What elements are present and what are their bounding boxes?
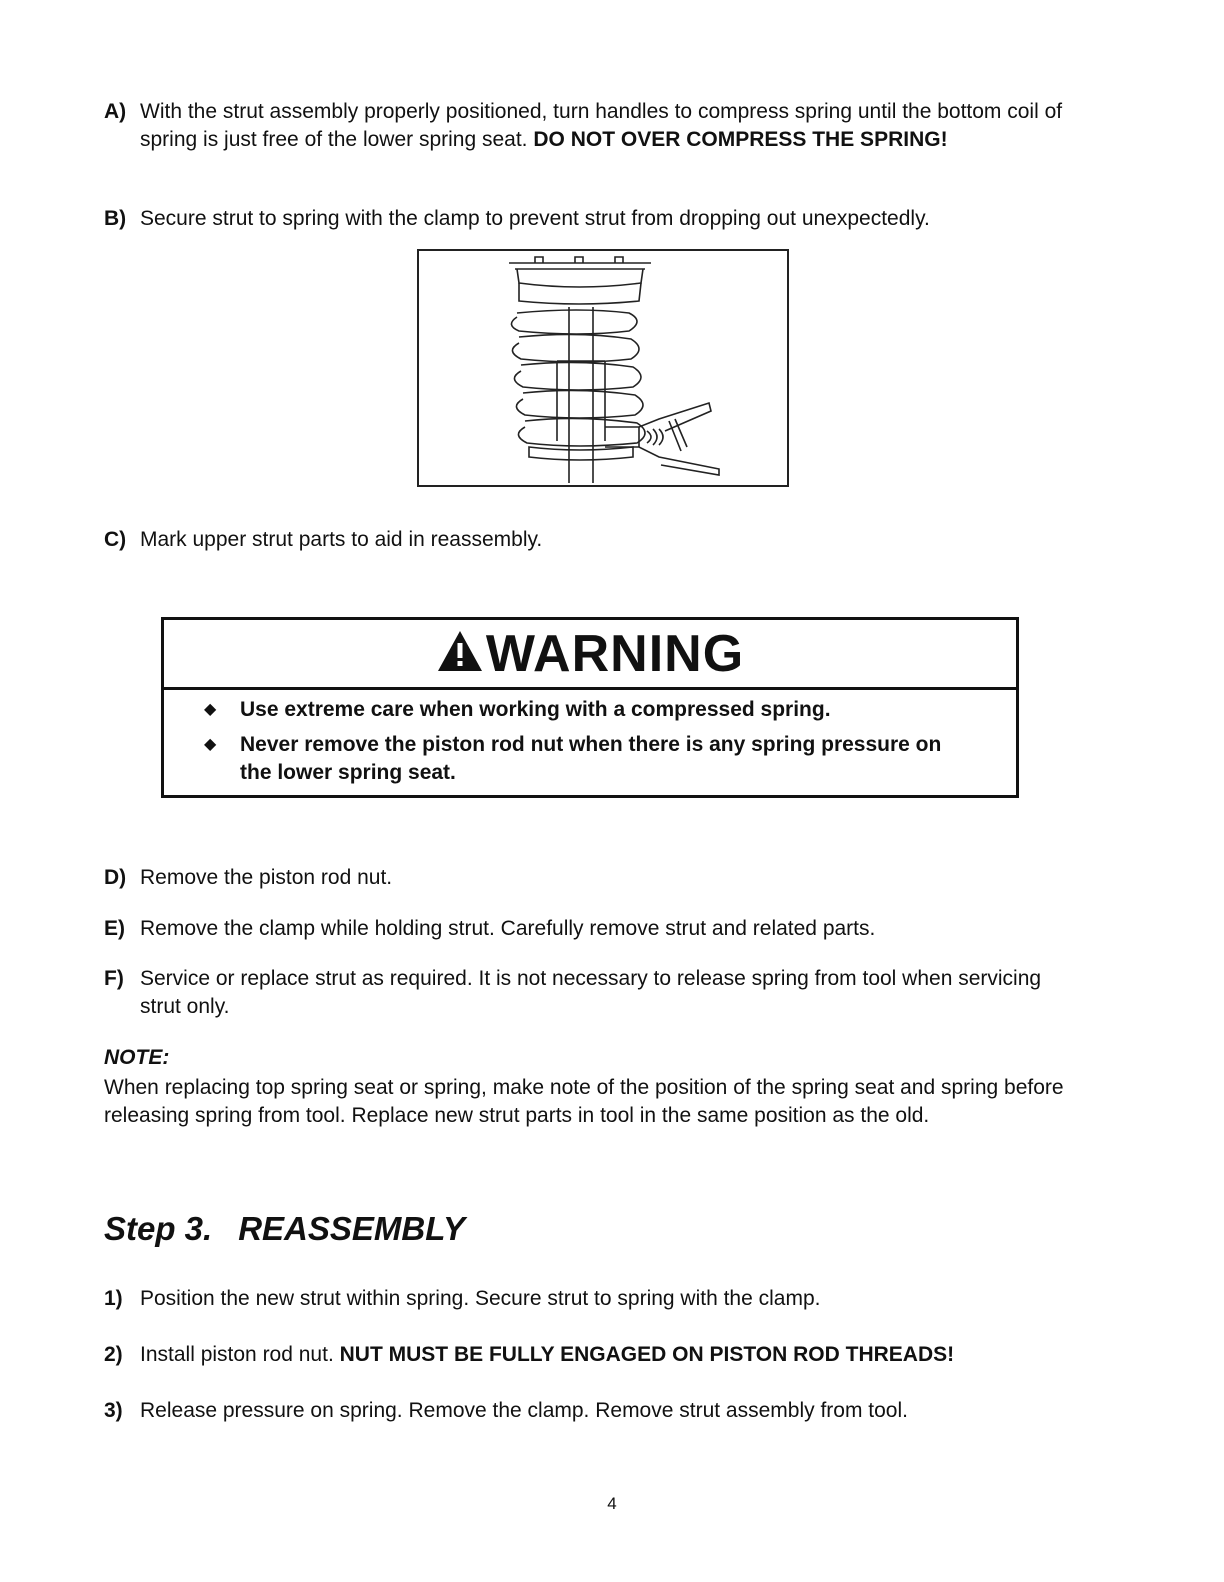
diamond-bullet-icon: ◆ bbox=[204, 736, 217, 753]
step-label: E) bbox=[104, 917, 125, 940]
step-d bbox=[104, 864, 1084, 892]
step-text: With the strut assembly properly positioned, turn handles to compress spring until the bottom coil of spring is just free of the lower spring seat. DO NOT OVER COMPRESS THE SPRING! bbox=[140, 100, 1063, 151]
step-text: Remove the piston rod nut. bbox=[140, 866, 393, 889]
strut-spring-illustration bbox=[419, 251, 787, 485]
section-heading bbox=[104, 1210, 465, 1248]
reassembly-item-1 bbox=[104, 1285, 1084, 1313]
note-text: When replacing top spring seat or spring, make note of the position of the spring seat and spring before releasing spring from tool. Replace new strut parts in tool in the same position as the old. bbox=[104, 1076, 1064, 1127]
warning-header bbox=[164, 620, 1016, 690]
warning-title: WARNING bbox=[485, 625, 745, 683]
step-label: F) bbox=[104, 967, 124, 990]
step-text: Service or replace strut as required. It is not necessary to release spring from tool when servicing strut only. bbox=[140, 967, 1042, 1018]
step-label: A) bbox=[104, 100, 127, 123]
note-label: NOTE: bbox=[104, 1046, 170, 1069]
step-b bbox=[104, 205, 1084, 233]
reassembly-item-2 bbox=[104, 1341, 1084, 1369]
step-label: D) bbox=[104, 866, 127, 889]
step-text: Mark upper strut parts to aid in reassembly. bbox=[140, 528, 543, 551]
step-c bbox=[104, 526, 1084, 554]
section-title: REASSEMBLY bbox=[238, 1210, 465, 1247]
step-emphasis: DO NOT OVER COMPRESS THE SPRING! bbox=[533, 128, 948, 151]
warning-bullet: ◆ Never remove the piston rod nut when there is any spring pressure on the lower spring seat. bbox=[204, 733, 942, 784]
step-text: Release pressure on spring. Remove the clamp. Remove strut assembly from tool. bbox=[140, 1399, 908, 1422]
step-label: B) bbox=[104, 207, 127, 230]
section-number: Step 3. bbox=[104, 1210, 213, 1247]
warning-box bbox=[161, 617, 1019, 798]
step-label: 1) bbox=[104, 1287, 123, 1310]
strut-spring-clamp-figure bbox=[417, 249, 789, 487]
step-label: C) bbox=[104, 528, 127, 551]
reassembly-item-3 bbox=[104, 1397, 1084, 1425]
step-text: Secure strut to spring with the clamp to prevent strut from dropping out unexpectedly. bbox=[140, 207, 930, 230]
step-label: 2) bbox=[104, 1343, 123, 1366]
step-text: Remove the clamp while holding strut. Carefully remove strut and related parts. bbox=[140, 917, 876, 940]
step-emphasis: NUT MUST BE FULLY ENGAGED ON PISTON ROD THREADS! bbox=[339, 1343, 955, 1366]
step-text: Position the new strut within spring. Secure strut to spring with the clamp. bbox=[140, 1287, 821, 1310]
diamond-bullet-icon: ◆ bbox=[204, 701, 217, 718]
warning-triangle-icon bbox=[436, 629, 484, 673]
step-text: Install piston rod nut. NUT MUST BE FULLY ENGAGED ON PISTON ROD THREADS! bbox=[140, 1343, 955, 1366]
step-label: 3) bbox=[104, 1399, 123, 1422]
step-e bbox=[104, 915, 1084, 943]
warning-bullet: ◆ Use extreme care when working with a compressed spring. bbox=[204, 696, 964, 724]
page-number: 4 bbox=[607, 1494, 617, 1513]
step-f bbox=[104, 965, 1084, 1021]
step-a bbox=[104, 98, 1084, 154]
